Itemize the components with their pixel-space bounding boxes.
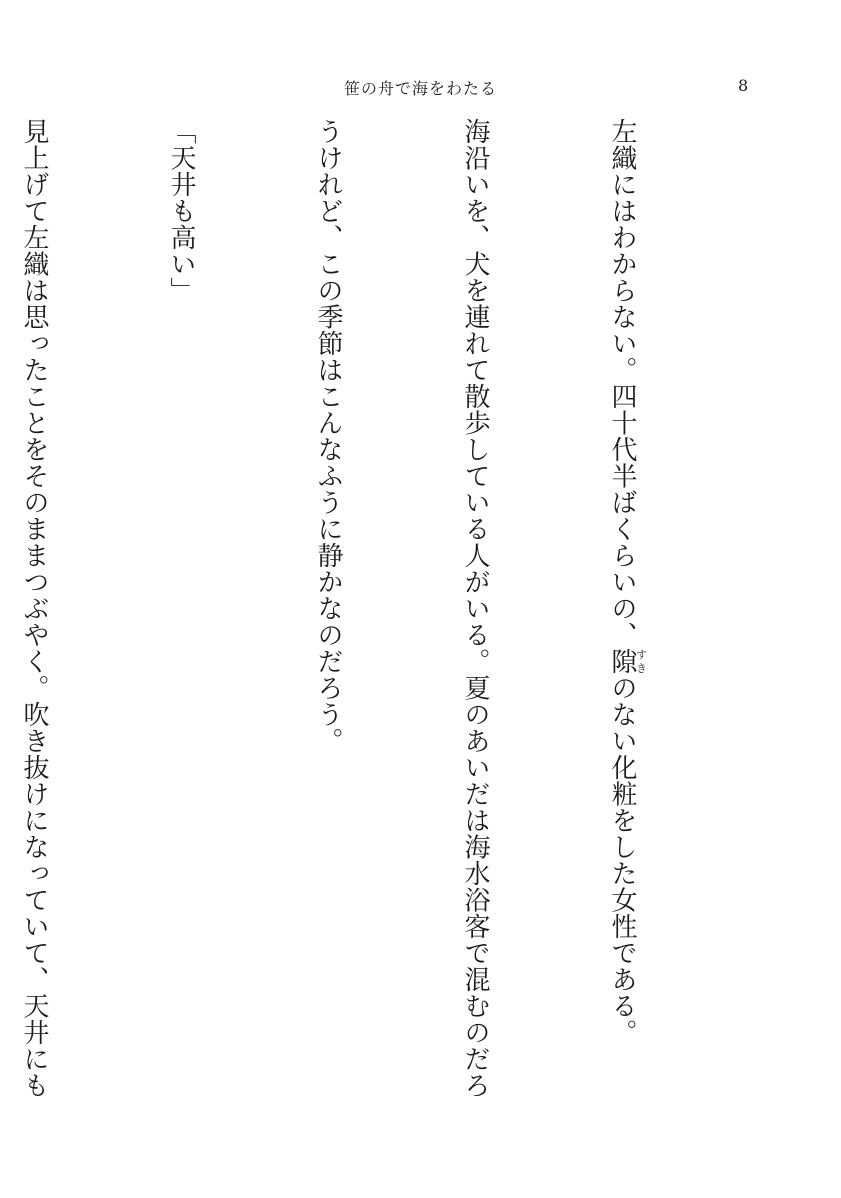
- text-line-3: うけれど、この季節はこんなふうに静かなのだろう。: [313, 118, 343, 754]
- ruby-base-suki: 隙: [607, 648, 637, 675]
- text-line-1-head: 左織にはわからない。四十代半ばくらいの、: [607, 118, 637, 648]
- vertical-body-text: [0, 118, 745, 1128]
- text-line-5: 見上げて左織は思ったことをそのままつぶやく。吹き抜けになっていて、天井にも: [19, 118, 49, 1099]
- page-number: 8: [738, 76, 749, 95]
- ruby-reading-suki: すき: [634, 648, 648, 675]
- ruby-suki: [607, 648, 648, 675]
- page-header: [0, 76, 841, 100]
- book-title: 笹の舟で海をわたる: [343, 79, 497, 98]
- text-line-1: [597, 118, 647, 1128]
- text-line-1-tail: のない化粧をした女性である。: [607, 674, 637, 1046]
- text-line-2: 海沿いを、犬を連れて散歩している人がいる。夏のあいだは海水浴客で混むのだろ: [460, 118, 490, 1099]
- text-line-4: 「天井も高い」: [166, 118, 196, 304]
